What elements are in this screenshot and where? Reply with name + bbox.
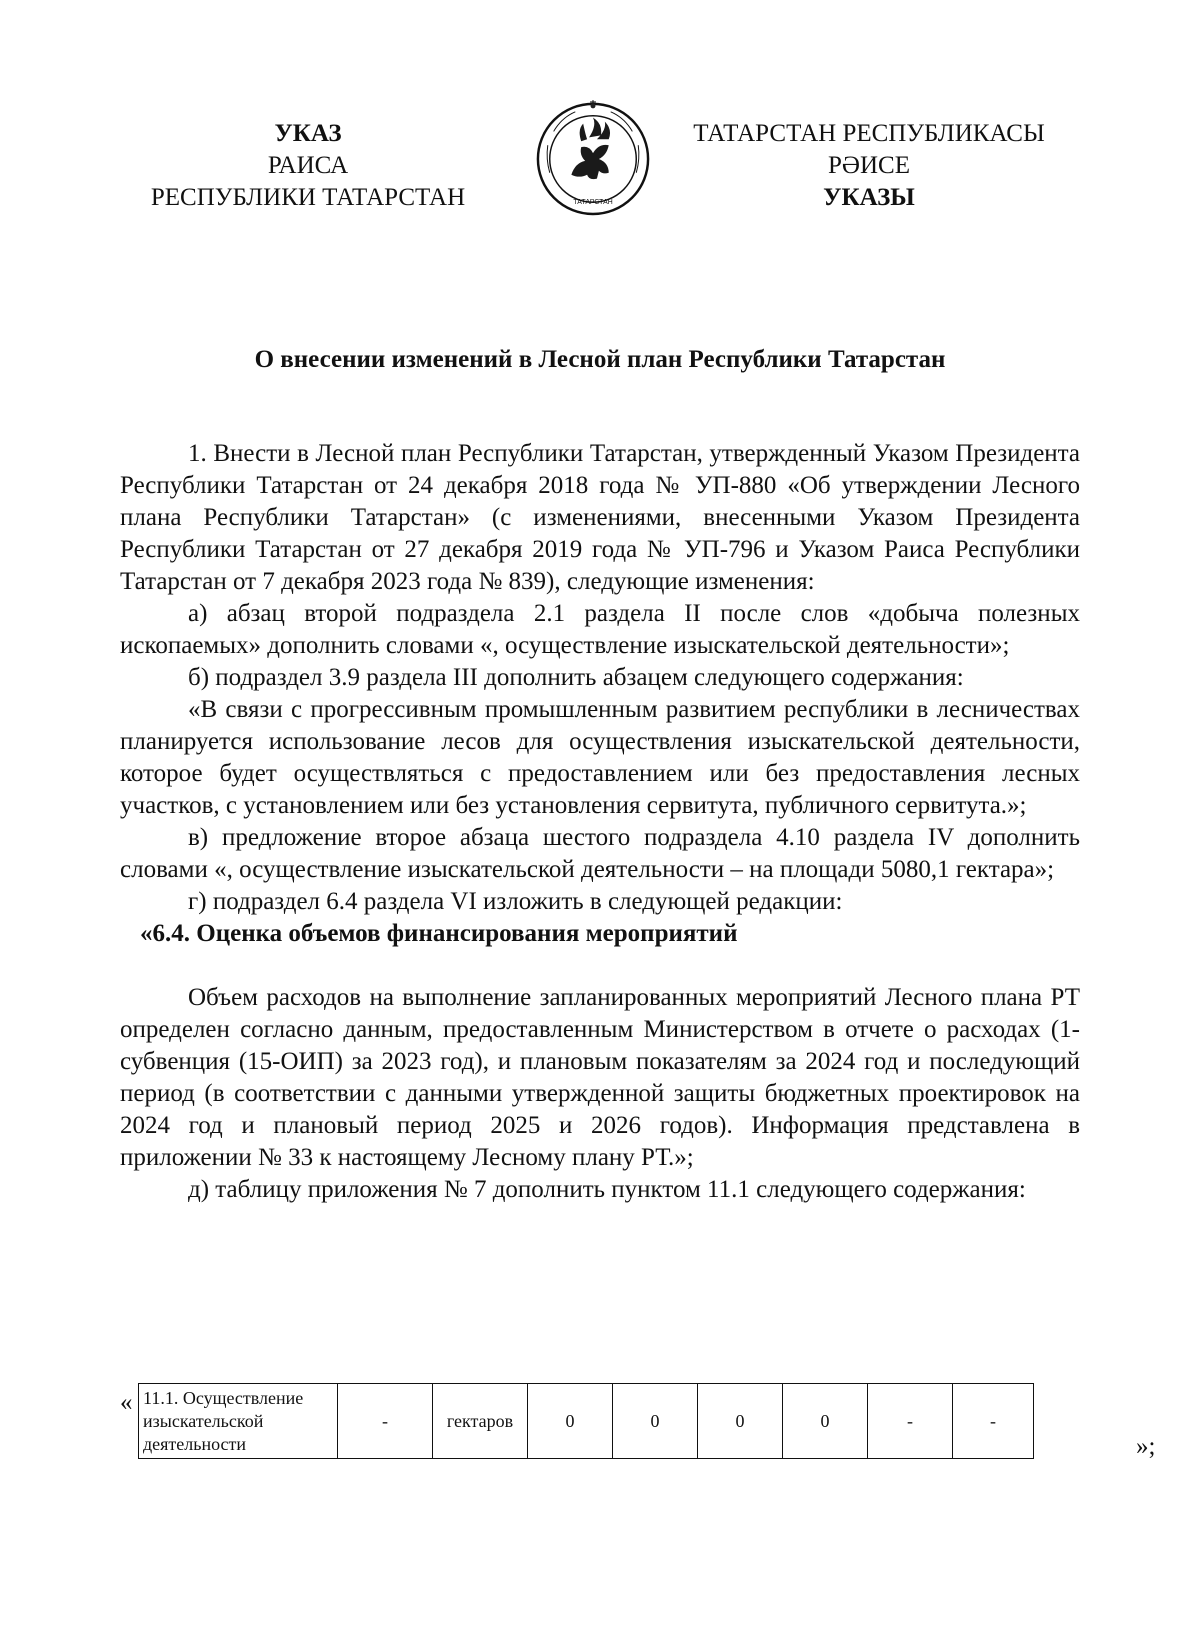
header-left-line1: УКАЗ: [274, 120, 342, 147]
table-cell: 0: [698, 1384, 783, 1459]
paragraph-v: в) предложение второе абзаца шестого подраздела 4.10 раздела IV дополнить словами «, осуществление изыскательской деятельности – на площади 5080,1 гектара»;: [120, 824, 1080, 883]
table-cell-name: 11.1. Осуществление изыскательской деятельности: [139, 1384, 338, 1459]
table-cell: 0: [783, 1384, 868, 1459]
paragraph-6-4: Объем расходов на выполнение запланированных мероприятий Лесного плана РТ определен согласно данным, предоставленным Министерством в отчете о расходах (1-субвенция (15-ОИП) за 2023 год), и плановым показателям за 2024 год и последующий период (в соответствии с данными утвержденной защиты бюджетных проектировок на 2024 год и плановый период 2025 и 2026 годов). Информация представлена в приложении № 33 к настоящему Лесному плану РТ.»;: [120, 984, 1080, 1171]
header-right-line3: УКАЗЫ: [823, 184, 915, 211]
table-cell: 0: [528, 1384, 613, 1459]
paragraph-b: б) подраздел 3.9 раздела III дополнить абзацем следующего содержания:: [188, 664, 964, 691]
header-left-block: [108, 118, 508, 214]
header-left-line3: РЕСПУБЛИКИ ТАТАРСТАН: [150, 184, 466, 211]
spacer: [120, 950, 1080, 982]
header-right-line1: ТАТАРСТАН РЕСПУБЛИКАСЫ: [693, 120, 1045, 147]
paragraph-g: г) подраздел 6.4 раздела VI изложить в следующей редакции:: [188, 888, 843, 915]
document-title: О внесении изменений в Лесной план Республики Татарстан: [254, 346, 946, 373]
header-right-line2: РӘИСЕ: [828, 152, 910, 179]
close-quote: »;: [1136, 1433, 1156, 1460]
tatarstan-coat-of-arms-icon: [534, 98, 652, 216]
paragraph-b-quote: «В связи с прогрессивным промышленным развитием республики в лесничествах планируется использование лесов для осуществления изыскательской деятельности, которое будет осуществляться с предоставлением или без предоставления лесных участков, с установлением или без установления сервитута, публичного сервитута.»;: [120, 696, 1080, 819]
table-cell-unit: гектаров: [433, 1384, 528, 1459]
header-left-line2: РАИСА: [267, 152, 349, 179]
section-heading-6-4: «6.4. Оценка объемов финансирования мероприятий: [140, 920, 738, 947]
document-body: [120, 438, 1080, 1206]
open-quote: «: [120, 1389, 133, 1416]
paragraph-d: д) таблицу приложения № 7 дополнить пунктом 11.1 следующего содержания:: [188, 1176, 1026, 1203]
table-row: [139, 1384, 1034, 1459]
paragraph-a: а) абзац второй подраздела 2.1 раздела II после слов «добыча полезных ископаемых» дополнить словами «, осуществление изыскательской деятельности»;: [120, 600, 1080, 659]
table-cell: -: [338, 1384, 433, 1459]
header-right-block: [664, 118, 1074, 214]
inserted-table-block: [120, 1383, 1156, 1463]
paragraph-1: 1. Внести в Лесной план Республики Татарстан, утвержденный Указом Президента Республики Татарстан от 24 декабря 2018 года № УП-880 «Об утверждении Лесного плана Республики Татарстан» (с изменениями, внесенными Указом Президента Республики Татарстан от 27 декабря 2019 года № УП-796 и Указом Раиса Республики Татарстан от 7 декабря 2023 года № 839), следующие изменения:: [120, 440, 1080, 595]
table-cell: -: [868, 1384, 953, 1459]
emblem-caption: ТАТАРСТАН: [573, 199, 613, 207]
table-cell: 0: [613, 1384, 698, 1459]
inserted-table: [138, 1383, 1034, 1459]
table-cell: -: [953, 1384, 1034, 1459]
